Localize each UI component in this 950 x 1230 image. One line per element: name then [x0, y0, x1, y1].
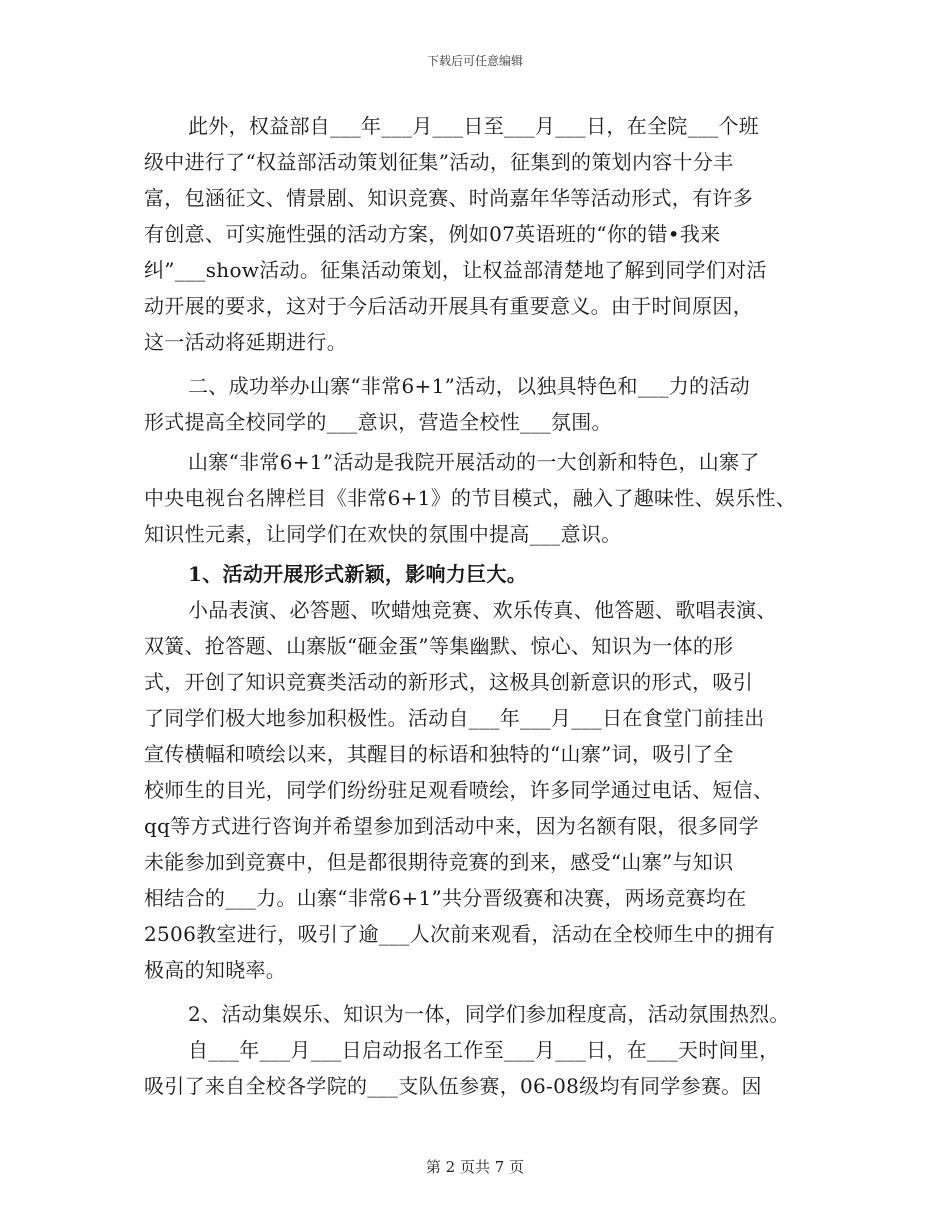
section-heading-line: 形式提高全校同学的___意识，营造全校性___氛围。 — [144, 410, 612, 434]
paragraph-line: 极高的知晓率。 — [144, 958, 287, 982]
paragraph-line: 有创意、可实施性强的活动方案，例如07英语班的“你的错•我来 — [144, 222, 721, 246]
paragraph-line: 相结合的___力。山寨“非常6+1”共分晋级赛和决赛，两场竞赛均在 — [144, 886, 747, 910]
subheading-1: 1、活动开展形式新颖，影响力巨大。 — [188, 562, 528, 586]
subheading-2: 2、活动集娱乐、知识为一体，同学们参加程度高，活动氛围热烈。 — [188, 1002, 790, 1026]
page-footer: 第 2 页共 7 页 — [425, 1158, 525, 1176]
paragraph-line: 2506教室进行，吸引了逾___人次前来观看，活动在全校师生中的拥有 — [144, 922, 776, 946]
paragraph-line: 校师生的目光，同学们纷纷驻足观看喷绘，许多同学通过电话、短信、 — [144, 778, 774, 802]
paragraph-line: 自___年___月___日启动报名工作至___月___日，在___天时间里， — [188, 1038, 780, 1062]
section-heading-line: 二、成功举办山寨“非常6+1”活动，以独具特色和___力的活动 — [188, 374, 750, 398]
paragraph-line: 了同学们极大地参加积极性。活动自___年___月___日在食堂门前挂出 — [144, 706, 765, 730]
paragraph-line: 山寨“非常6+1”活动是我院开展活动的一大创新和特色，山寨了 — [188, 450, 760, 474]
paragraph-line: 宣传横幅和喷绘以来，其醒目的标语和独特的“山寨”词，吸引了全 — [144, 742, 734, 766]
paragraph-line: 纠”___show活动。征集活动策划，让权益部清楚地了解到同学们对活 — [144, 258, 767, 282]
paragraph-line: 吸引了来自全校各学院的___支队伍参赛，06-08级均有同学参赛。因 — [144, 1074, 762, 1098]
paragraph-line: 中央电视台名牌栏目《非常6+1》的节目模式，融入了趣味性、娱乐性、 — [144, 486, 797, 510]
paragraph-line: 这一活动将延期进行。 — [144, 330, 347, 354]
paragraph-line: 式，开创了知识竞赛类活动的新形式，这极具创新意识的形式，吸引 — [144, 670, 753, 694]
paragraph-line: qq等方式进行咨询并希望参加到活动中来，因为名额有限，很多同学 — [144, 814, 759, 838]
paragraph-line: 富，包涵征文、情景剧、知识竞赛、时尚嘉年华等活动形式，有许多 — [144, 186, 753, 210]
paragraph-line: 未能参加到竞赛中，但是都很期待竞赛的到来，感受“山寨”与知识 — [144, 850, 734, 874]
paragraph-line: 级中进行了“权益部活动策划征集”活动，征集到的策划内容十分丰 — [144, 150, 734, 174]
paragraph-line: 知识性元素，让同学们在欢快的氛围中提高___意识。 — [144, 522, 622, 546]
paragraph-line: 双簧、抢答题、山寨版“砸金蛋”等集幽默、惊心、知识为一体的形 — [144, 634, 734, 658]
paragraph-line: 动开展的要求，这对于今后活动开展具有重要意义。由于时间原因， — [144, 294, 753, 318]
paragraph-line: 此外，权益部自___年___月___日至___月___日，在全院___个班 — [188, 114, 760, 138]
paragraph-line: 小品表演、必答题、吹蜡烛竞赛、欢乐传真、他答题、歌唱表演、 — [188, 598, 777, 622]
page-header: 下载后可任意编辑 — [426, 54, 523, 68]
